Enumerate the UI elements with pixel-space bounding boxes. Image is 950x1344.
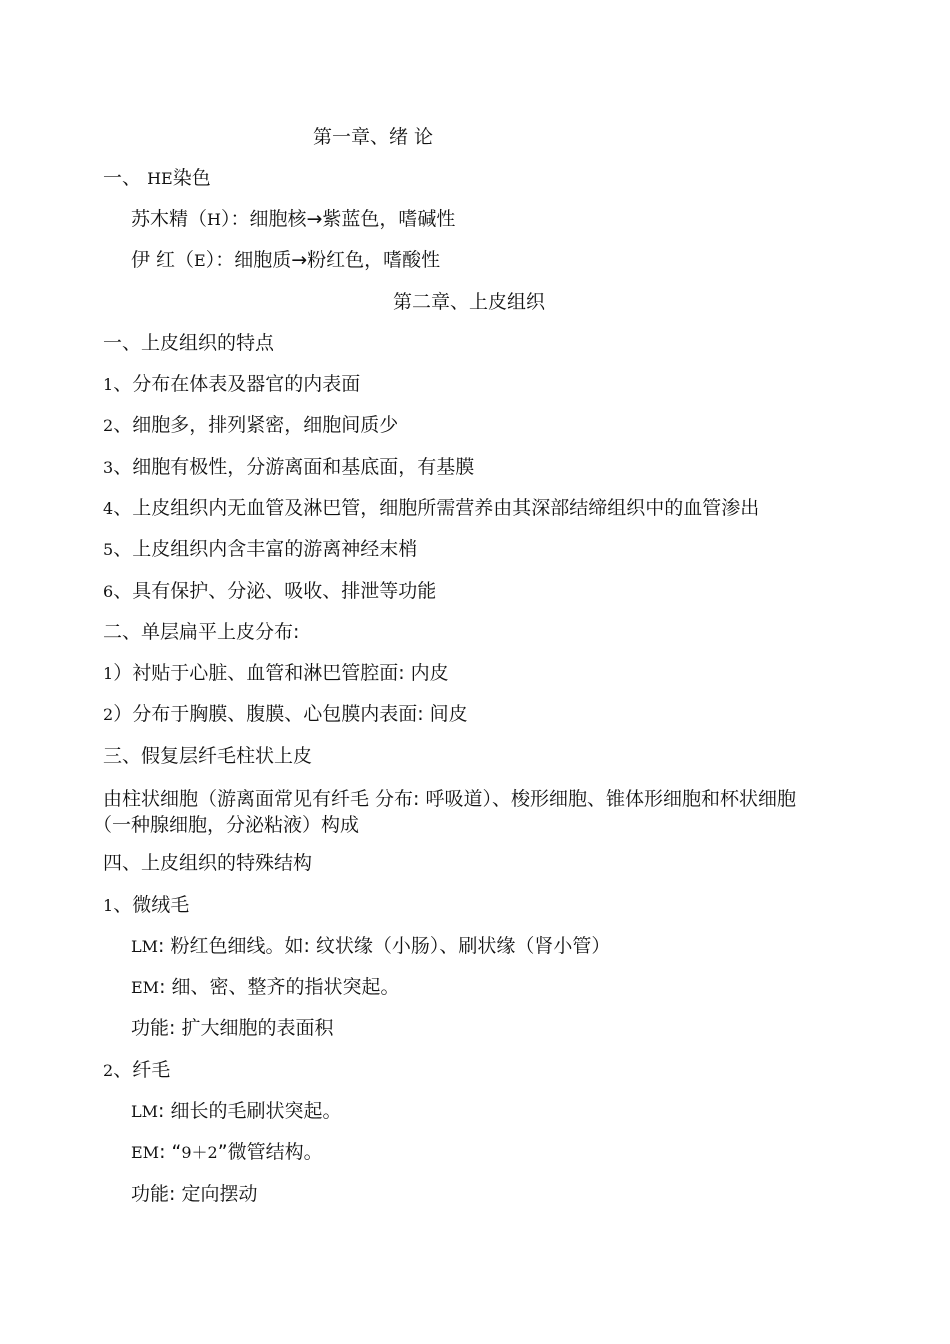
feature-item (103, 372, 360, 397)
item-number: 5 (103, 540, 114, 559)
cilia-em (131, 1140, 323, 1165)
item-number: 1 (103, 375, 114, 394)
em-label: EM (131, 1143, 160, 1162)
item-suffix: ）：细胞质→粉红色，嗜酸性 (205, 249, 441, 271)
item-number: 2 (103, 705, 114, 724)
hematoxylin-line (131, 207, 455, 232)
item-number: 3 (103, 458, 114, 477)
microvilli-lm (131, 934, 610, 959)
item-number: 2 (103, 416, 114, 435)
distribution-item (103, 702, 468, 727)
item-text: 、细胞多，排列紧密，细胞间质少 (113, 414, 399, 436)
feature-item (103, 537, 417, 562)
item-text: 、具有保护、分泌、吸收、排泄等功能 (113, 580, 437, 602)
section4-heading: 四、上皮组织的特殊结构 (103, 852, 313, 874)
item-number: 2 (103, 1061, 114, 1080)
section3-paragraph (93, 786, 863, 838)
lm-text: : 细长的毛刷状突起。 (158, 1100, 342, 1122)
section1-heading: 一、上皮组织的特点 (103, 332, 275, 354)
chapter2-title: 第二章、上皮组织 (393, 291, 546, 313)
item-text: 、微绒毛 (113, 894, 190, 916)
item-text: 、分布在体表及器官的内表面 (113, 373, 361, 395)
item-number: 6 (103, 582, 114, 601)
cilia-lm (131, 1099, 341, 1124)
section2-heading: 二、单层扁平上皮分布: (103, 621, 300, 643)
item-prefix: 伊 红（ (131, 249, 195, 271)
cilia-heading (103, 1058, 170, 1083)
em-latin: 9＋2 (181, 1143, 218, 1162)
item-text: 、上皮组织内无血管及淋巴管，细胞所需营养由其深部结缔组织中的血管渗出 (113, 497, 760, 519)
microvilli-em (131, 975, 400, 1000)
section-text: 染色 (172, 167, 211, 189)
chapter1-title: 第一章、绪 论 (313, 126, 434, 148)
item-number: 1 (103, 664, 114, 683)
chapter1-section1-heading (103, 166, 211, 191)
distribution-item (103, 661, 449, 686)
item-text: ）衬贴于心脏、血管和淋巴管腔面: 内皮 (113, 662, 449, 684)
cilia-function: 功能: 定向摆动 (131, 1183, 258, 1205)
item-text: ）分布于胸膜、腹膜、心包膜内表面: 间皮 (113, 703, 468, 725)
eosin-line (131, 248, 440, 273)
item-number: 4 (103, 499, 114, 518)
em-label: EM (131, 978, 160, 997)
feature-item (103, 413, 398, 438)
microvilli-function: 功能: 扩大细胞的表面积 (131, 1017, 334, 1039)
section3-heading: 三、假复层纤毛柱状上皮 (103, 745, 313, 767)
item-text: 、细胞有极性，分游离面和基底面，有基膜 (113, 456, 475, 478)
feature-item (103, 455, 474, 480)
he-abbrev: HE (147, 169, 173, 188)
item-latin: E (194, 251, 206, 270)
em-prefix: : “ (159, 1141, 182, 1163)
feature-item (103, 579, 436, 604)
item-prefix: 苏木精（ (131, 208, 208, 230)
lm-label: LM (131, 1102, 159, 1121)
lm-text: : 粉红色细线。如: 纹状缘（小肠）、刷状缘（肾小管） (158, 935, 611, 957)
item-latin: H (207, 210, 221, 229)
section-number: 一、 (103, 167, 142, 189)
paragraph-line: 由柱状细胞（游离面常见有纤毛 分布: 呼吸道）、梭形细胞、锥体形细胞和杯状细胞 (103, 788, 796, 810)
em-suffix: ”微管结构。 (217, 1141, 323, 1163)
item-number: 1 (103, 896, 114, 915)
item-suffix: ）：细胞核→紫蓝色，嗜碱性 (220, 208, 456, 230)
feature-item (103, 496, 759, 521)
item-text: 、纤毛 (113, 1059, 171, 1081)
paragraph-line: （一种腺细胞，分泌粘液）构成 (93, 814, 360, 836)
microvilli-heading (103, 893, 189, 918)
item-text: 、上皮组织内含丰富的游离神经末梢 (113, 538, 418, 560)
em-text: : 细、密、整齐的指状突起。 (159, 976, 400, 998)
lm-label: LM (131, 937, 159, 956)
